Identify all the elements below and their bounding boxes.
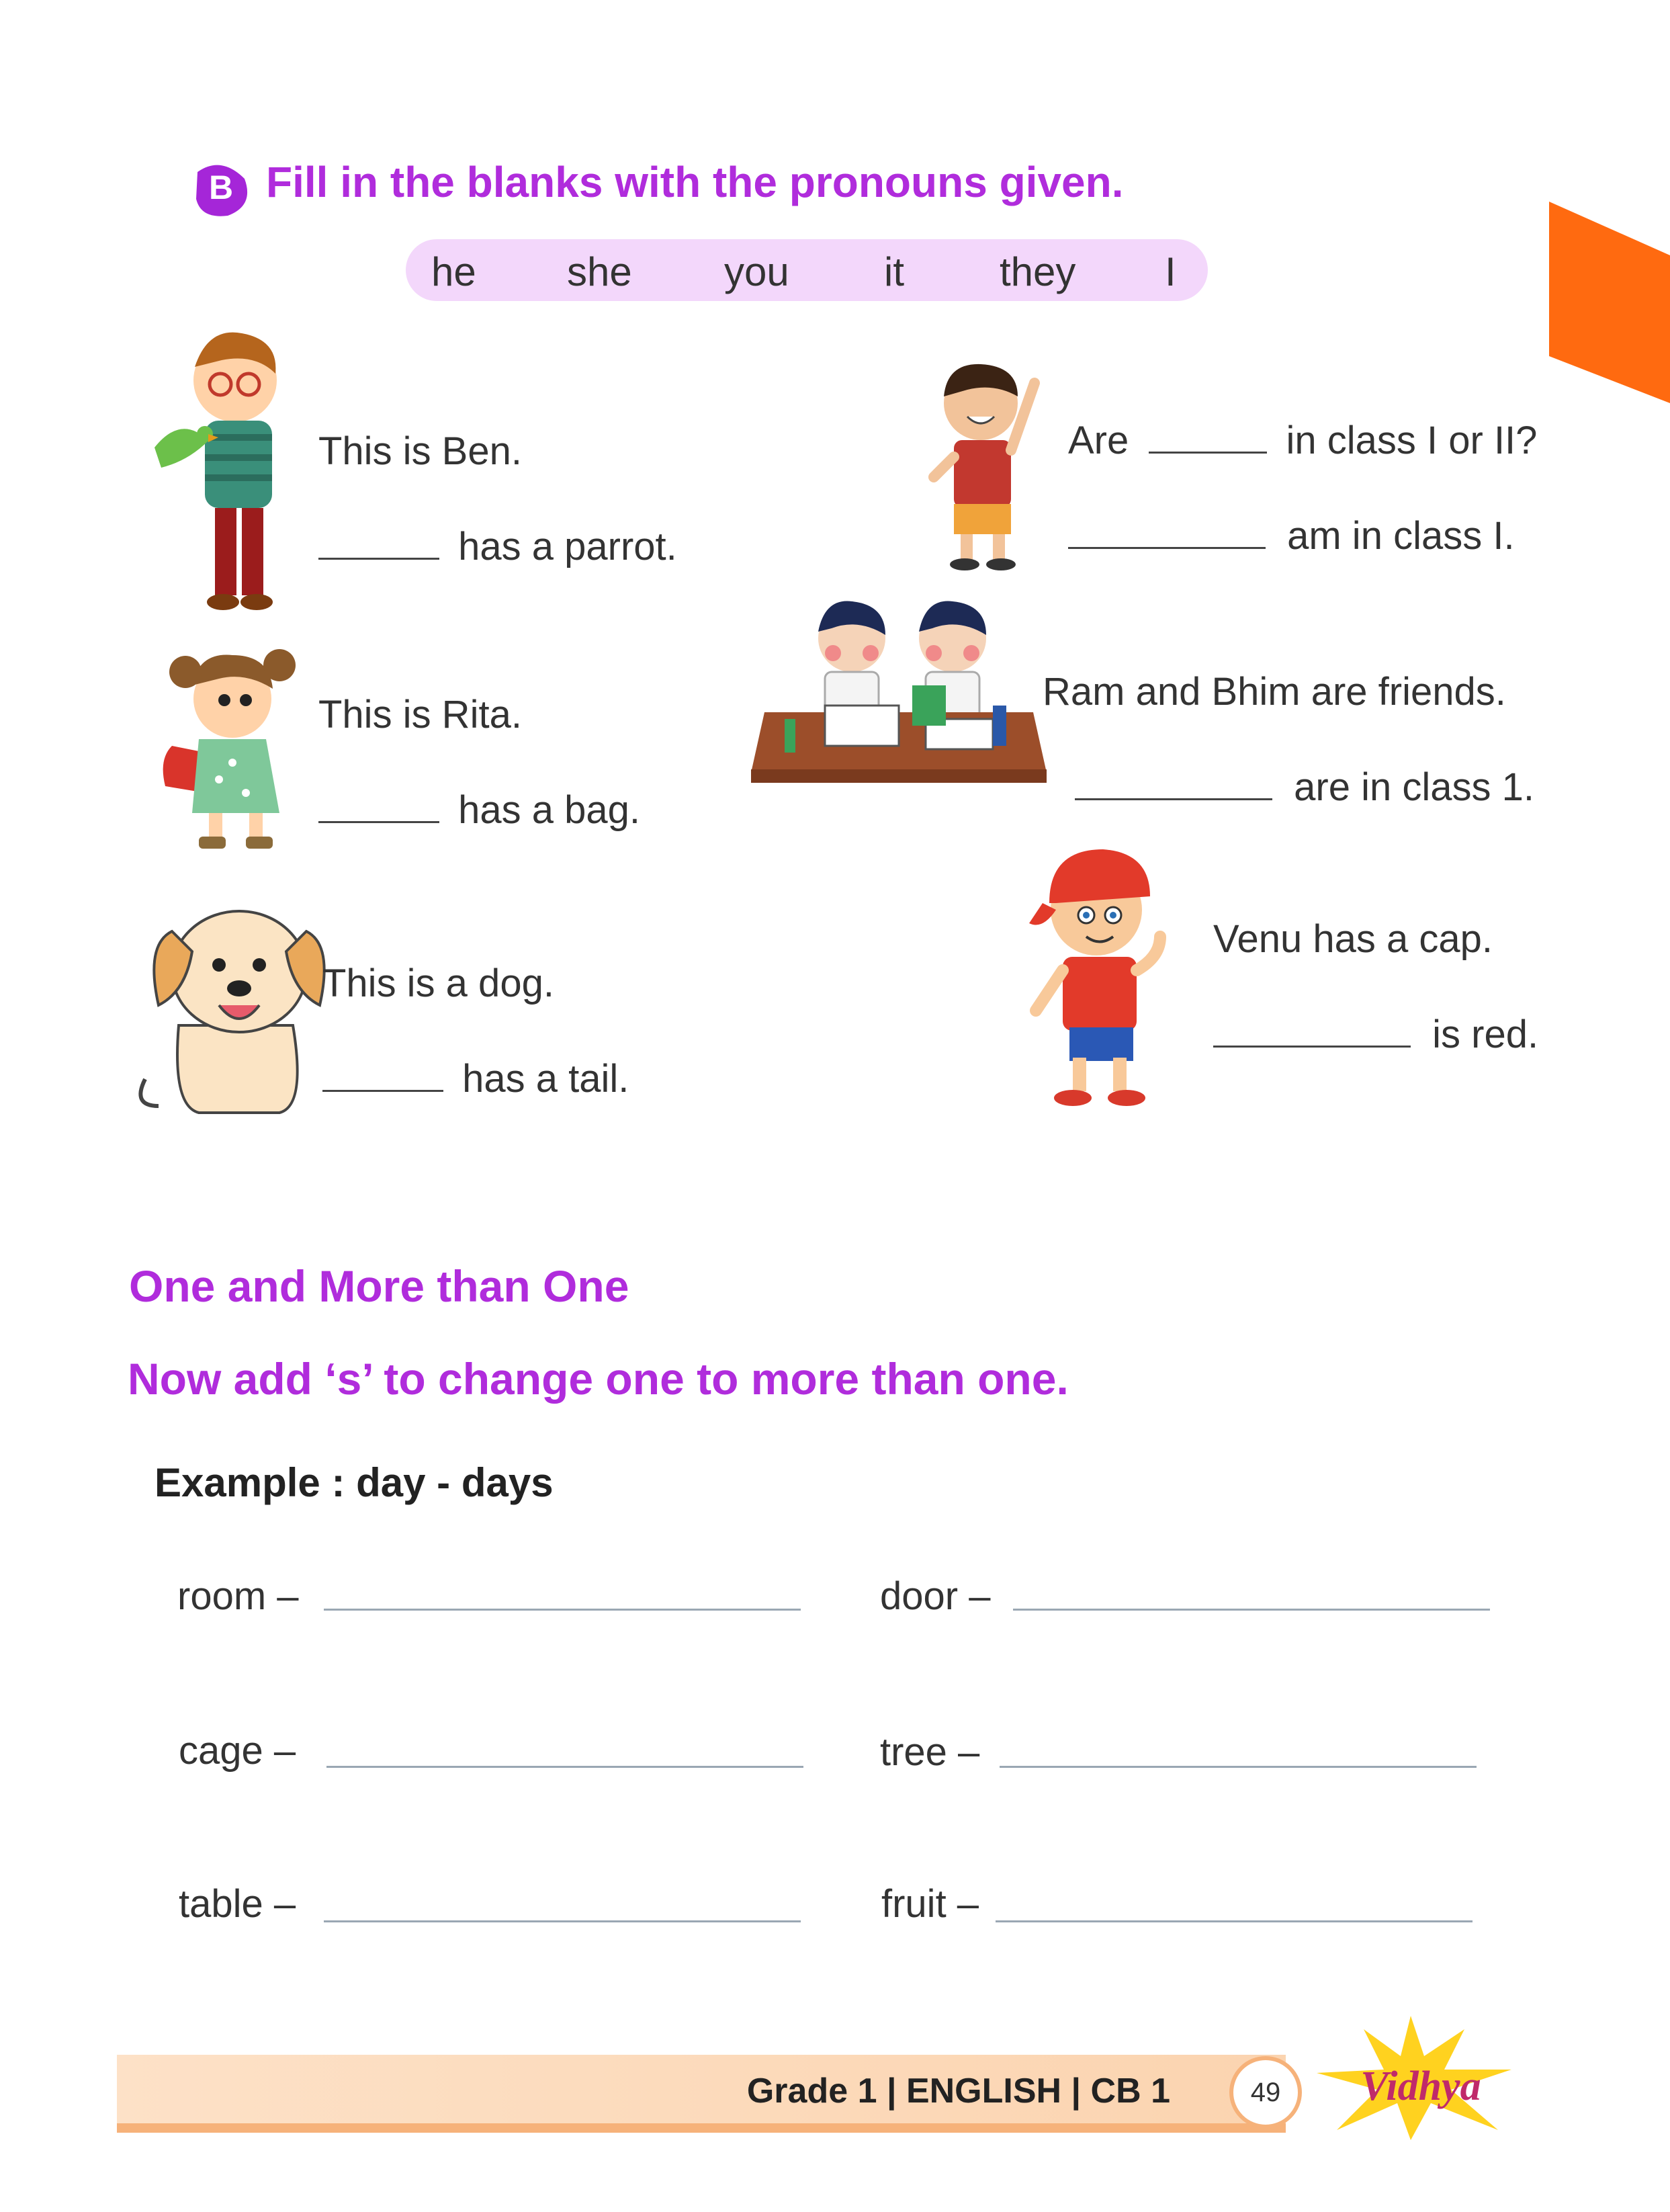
page-number: 49 bbox=[1229, 2056, 1302, 2129]
pronoun-word: I bbox=[1165, 249, 1176, 294]
word-cage: cage – bbox=[179, 1729, 296, 1773]
answer-blank[interactable] bbox=[1075, 771, 1272, 800]
rita-line-1: This is Rita. bbox=[318, 693, 522, 736]
exercise-title: Fill in the blanks with the pronouns given. bbox=[266, 158, 1124, 206]
friends-line-2: are in class 1. bbox=[1075, 765, 1534, 810]
vidhya-logo bbox=[1310, 2009, 1538, 2143]
boy-waving-illustration bbox=[920, 356, 1048, 571]
rita-illustration bbox=[145, 625, 297, 853]
answer-line[interactable] bbox=[1000, 1766, 1477, 1768]
answer-blank[interactable] bbox=[1213, 1019, 1411, 1048]
example-text: Example : day - days bbox=[155, 1460, 554, 1505]
word-tree: tree – bbox=[880, 1730, 980, 1774]
pronoun-word: you bbox=[724, 249, 789, 294]
word-table: table – bbox=[179, 1882, 296, 1926]
ben-line-1: This is Ben. bbox=[318, 429, 522, 473]
word-door: door – bbox=[880, 1574, 991, 1618]
answer-line[interactable] bbox=[326, 1766, 803, 1768]
section-b-badge bbox=[191, 159, 251, 219]
footer-stripe bbox=[117, 2123, 1286, 2133]
dog-illustration bbox=[132, 891, 326, 1119]
dog-line-2: has a tail. bbox=[322, 1056, 629, 1101]
rita-line-2: has a bag. bbox=[318, 788, 640, 833]
friends-studying-illustration bbox=[751, 591, 1047, 786]
venu-line-2: is red. bbox=[1213, 1012, 1538, 1057]
answer-line[interactable] bbox=[1013, 1609, 1490, 1611]
answer-line[interactable] bbox=[324, 1920, 801, 1922]
dog-line-1: This is a dog. bbox=[322, 962, 554, 1005]
footer-label: Grade 1 | ENGLISH | CB 1 bbox=[746, 2072, 1170, 2111]
answer-line[interactable] bbox=[324, 1609, 801, 1611]
answer-blank[interactable] bbox=[318, 794, 439, 823]
pronoun-word: she bbox=[567, 249, 632, 294]
word-fruit: fruit – bbox=[881, 1882, 979, 1926]
pronoun-word: he bbox=[431, 249, 476, 294]
section-instruction: Now add ‘s’ to change one to more than one. bbox=[128, 1354, 1069, 1404]
venu-line-1: Venu has a cap. bbox=[1213, 917, 1493, 961]
word-room: room – bbox=[177, 1574, 299, 1618]
friends-line-1: Ram and Bhim are friends. bbox=[1043, 670, 1506, 714]
class-question-line-2: am in class I. bbox=[1068, 513, 1515, 558]
pronoun-word: it bbox=[884, 249, 904, 294]
answer-blank[interactable] bbox=[1149, 425, 1267, 454]
answer-blank[interactable] bbox=[322, 1063, 443, 1092]
answer-blank[interactable] bbox=[318, 531, 439, 560]
ben-illustration bbox=[141, 327, 302, 622]
badge-letter: B bbox=[208, 169, 234, 206]
pronoun-word: they bbox=[1000, 249, 1076, 294]
answer-line[interactable] bbox=[996, 1920, 1473, 1922]
corner-tab bbox=[1549, 202, 1670, 403]
venu-illustration bbox=[1016, 836, 1174, 1111]
ben-line-2: has a parrot. bbox=[318, 524, 677, 569]
section-heading: One and More than One bbox=[129, 1261, 629, 1311]
pronoun-bank bbox=[406, 239, 1208, 301]
answer-blank[interactable] bbox=[1068, 520, 1266, 549]
logo-text: Vidhya bbox=[1360, 2064, 1481, 2109]
class-question-line-1: Are in class I or II? bbox=[1068, 419, 1538, 462]
